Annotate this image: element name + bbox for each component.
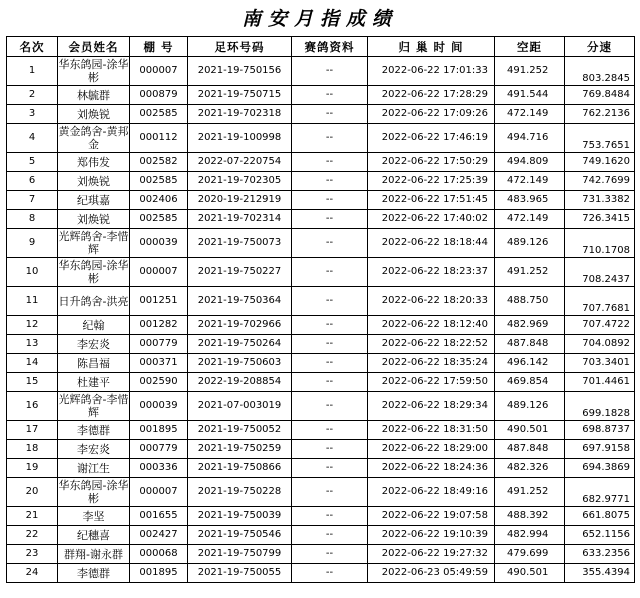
ring-cell: 2022-19-208854	[188, 373, 292, 392]
header-distance: 空距	[495, 37, 565, 57]
member-cell: 刘焕锐	[58, 172, 130, 191]
member-cell: 华东鸽园-涂华彬	[58, 259, 129, 285]
header-speed: 分速	[565, 37, 635, 57]
member-cell: 光辉鸽舍-李惜辉	[58, 230, 129, 256]
member-cell: 李宏炎	[58, 440, 130, 459]
distance-cell: 482.969	[495, 316, 565, 335]
table-row	[7, 354, 635, 373]
ring-cell: 2021-19-750866	[188, 459, 292, 478]
rank-cell: 18	[7, 440, 58, 459]
shed-cell: 000112	[130, 124, 188, 153]
shed-cell: 002582	[130, 153, 188, 172]
distance-cell: 488.392	[495, 507, 565, 526]
distance-cell: 491.252	[495, 57, 565, 86]
info-cell: --	[292, 153, 368, 172]
info-cell: --	[292, 421, 368, 440]
header-time: 归 巢 时 间	[368, 37, 495, 57]
shed-cell: 002585	[130, 105, 188, 124]
rank-cell: 10	[7, 258, 58, 287]
shed-cell: 000879	[130, 86, 188, 105]
shed-cell: 000007	[130, 57, 188, 86]
rank-cell: 1	[7, 57, 58, 86]
rank-cell: 6	[7, 172, 58, 191]
speed-cell: 742.7699	[565, 172, 635, 191]
speed-cell: 699.1828	[565, 392, 635, 421]
table-row	[7, 507, 635, 526]
info-cell: --	[292, 287, 368, 316]
info-cell: --	[292, 354, 368, 373]
shed-cell: 002585	[130, 210, 188, 229]
ring-cell: 2021-19-702314	[188, 210, 292, 229]
table-row	[7, 191, 635, 210]
speed-cell: 708.2437	[565, 258, 635, 287]
time-cell: 2022-06-22 19:07:58	[368, 507, 495, 526]
speed-cell: 749.1620	[565, 153, 635, 172]
results-table	[6, 36, 635, 583]
ring-cell: 2021-19-750259	[188, 440, 292, 459]
ring-cell: 2021-19-702318	[188, 105, 292, 124]
table-row	[7, 287, 635, 316]
table-row	[7, 545, 635, 564]
rank-cell: 19	[7, 459, 58, 478]
ring-cell: 2021-19-750227	[188, 258, 292, 287]
speed-cell: 661.8075	[565, 507, 635, 526]
ring-cell: 2021-19-750156	[188, 57, 292, 86]
speed-cell: 704.0892	[565, 335, 635, 354]
header-info: 赛鸽资料	[292, 37, 368, 57]
speed-cell: 697.9158	[565, 440, 635, 459]
member-cell: 黄金鸽舍-黄邦金	[58, 125, 129, 151]
distance-cell: 483.965	[495, 191, 565, 210]
rank-cell: 5	[7, 153, 58, 172]
distance-cell: 482.994	[495, 526, 565, 545]
ring-cell: 2021-19-750799	[188, 545, 292, 564]
page-title: 南安月指成绩	[241, 8, 398, 30]
member-cell: 李德群	[58, 564, 130, 583]
speed-cell: 731.3382	[565, 191, 635, 210]
table-row	[7, 478, 635, 507]
rank-cell: 22	[7, 526, 58, 545]
table-row	[7, 526, 635, 545]
distance-cell: 487.848	[495, 440, 565, 459]
shed-cell: 000371	[130, 354, 188, 373]
table-row	[7, 335, 635, 354]
table-row	[7, 124, 635, 153]
time-cell: 2022-06-23 05:49:59	[368, 564, 495, 583]
member-cell: 光辉鸽舍-李惜辉	[58, 393, 129, 419]
time-cell: 2022-06-22 18:22:52	[368, 335, 495, 354]
info-cell: --	[292, 440, 368, 459]
rank-cell: 21	[7, 507, 58, 526]
info-cell: --	[292, 86, 368, 105]
header-ring: 足环号码	[188, 37, 292, 57]
distance-cell: 494.716	[495, 124, 565, 153]
distance-cell: 472.149	[495, 210, 565, 229]
rank-cell: 23	[7, 545, 58, 564]
table-row	[7, 373, 635, 392]
time-cell: 2022-06-22 18:49:16	[368, 478, 495, 507]
info-cell: --	[292, 507, 368, 526]
member-cell: 华东鸽园-涂华彬	[58, 479, 129, 505]
rank-cell: 14	[7, 354, 58, 373]
info-cell: --	[292, 459, 368, 478]
table-row	[7, 153, 635, 172]
info-cell: --	[292, 258, 368, 287]
ring-cell: 2021-19-750052	[188, 421, 292, 440]
info-cell: --	[292, 105, 368, 124]
speed-cell: 701.4461	[565, 373, 635, 392]
ring-cell: 2021-19-750546	[188, 526, 292, 545]
shed-cell: 001895	[130, 421, 188, 440]
table-row	[7, 258, 635, 287]
member-cell: 谢江生	[58, 459, 130, 478]
distance-cell: 487.848	[495, 335, 565, 354]
time-cell: 2022-06-22 17:25:39	[368, 172, 495, 191]
info-cell: --	[292, 478, 368, 507]
header-rank: 名次	[7, 37, 58, 57]
time-cell: 2022-06-22 19:27:32	[368, 545, 495, 564]
member-cell: 李德群	[58, 421, 130, 440]
info-cell: --	[292, 526, 368, 545]
info-cell: --	[292, 172, 368, 191]
time-cell: 2022-06-22 17:28:29	[368, 86, 495, 105]
ring-cell: 2021-19-750364	[188, 287, 292, 316]
table-row	[7, 86, 635, 105]
info-cell: --	[292, 316, 368, 335]
rank-cell: 3	[7, 105, 58, 124]
rank-cell: 20	[7, 478, 58, 507]
speed-cell: 803.2845	[565, 57, 635, 86]
ring-cell: 2021-19-702305	[188, 172, 292, 191]
info-cell: --	[292, 373, 368, 392]
rank-cell: 7	[7, 191, 58, 210]
time-cell: 2022-06-22 18:20:33	[368, 287, 495, 316]
ring-cell: 2021-19-750264	[188, 335, 292, 354]
distance-cell: 482.326	[495, 459, 565, 478]
shed-cell: 002590	[130, 373, 188, 392]
info-cell: --	[292, 545, 368, 564]
header-member: 会员姓名	[58, 37, 130, 57]
speed-cell: 707.4722	[565, 316, 635, 335]
shed-cell: 002406	[130, 191, 188, 210]
speed-cell: 762.2136	[565, 105, 635, 124]
table-row	[7, 564, 635, 583]
time-cell: 2022-06-22 17:09:26	[368, 105, 495, 124]
header-shed: 棚 号	[130, 37, 188, 57]
time-cell: 2022-06-22 17:01:33	[368, 57, 495, 86]
info-cell: --	[292, 392, 368, 421]
speed-cell: 698.8737	[565, 421, 635, 440]
table-row	[7, 440, 635, 459]
table-row	[7, 172, 635, 191]
info-cell: --	[292, 191, 368, 210]
rank-cell: 24	[7, 564, 58, 583]
shed-cell: 000779	[130, 335, 188, 354]
speed-cell: 769.8484	[565, 86, 635, 105]
shed-cell: 001282	[130, 316, 188, 335]
shed-cell: 001895	[130, 564, 188, 583]
time-cell: 2022-06-22 18:18:44	[368, 229, 495, 258]
time-cell: 2022-06-22 17:51:45	[368, 191, 495, 210]
speed-cell: 703.3401	[565, 354, 635, 373]
table-row	[7, 421, 635, 440]
header-row	[7, 37, 635, 57]
member-cell: 刘焕锐	[58, 105, 130, 124]
speed-cell: 707.7681	[565, 287, 635, 316]
table-row	[7, 57, 635, 86]
distance-cell: 491.252	[495, 258, 565, 287]
speed-cell: 355.4394	[565, 564, 635, 583]
shed-cell: 002585	[130, 172, 188, 191]
member-cell: 李宏炎	[58, 335, 130, 354]
speed-cell: 633.2356	[565, 545, 635, 564]
distance-cell: 469.854	[495, 373, 565, 392]
member-cell: 杜建平	[58, 373, 130, 392]
table-row	[7, 229, 635, 258]
shed-cell: 000068	[130, 545, 188, 564]
rank-cell: 15	[7, 373, 58, 392]
member-cell: 刘焕锐	[58, 210, 130, 229]
info-cell: --	[292, 564, 368, 583]
rank-cell: 8	[7, 210, 58, 229]
shed-cell: 001251	[130, 287, 188, 316]
table-row	[7, 316, 635, 335]
ring-cell: 2021-19-750715	[188, 86, 292, 105]
ring-cell: 2021-19-750073	[188, 229, 292, 258]
shed-cell: 000007	[130, 258, 188, 287]
time-cell: 2022-06-22 18:29:34	[368, 392, 495, 421]
distance-cell: 472.149	[495, 105, 565, 124]
ring-cell: 2021-07-003019	[188, 392, 292, 421]
rank-cell: 12	[7, 316, 58, 335]
distance-cell: 489.126	[495, 392, 565, 421]
member-cell: 群翔-谢永群	[58, 545, 130, 564]
table-row	[7, 105, 635, 124]
rank-cell: 17	[7, 421, 58, 440]
time-cell: 2022-06-22 19:10:39	[368, 526, 495, 545]
time-cell: 2022-06-22 17:50:29	[368, 153, 495, 172]
rank-cell: 2	[7, 86, 58, 105]
ring-cell: 2022-07-220754	[188, 153, 292, 172]
info-cell: --	[292, 229, 368, 258]
member-cell: 李坚	[58, 507, 130, 526]
rank-cell: 4	[7, 124, 58, 153]
time-cell: 2022-06-22 18:35:24	[368, 354, 495, 373]
table-row	[7, 210, 635, 229]
ring-cell: 2021-19-100998	[188, 124, 292, 153]
ring-cell: 2021-19-750055	[188, 564, 292, 583]
distance-cell: 494.809	[495, 153, 565, 172]
member-cell: 纪穗喜	[58, 526, 130, 545]
member-cell: 纪琪嘉	[58, 191, 130, 210]
time-cell: 2022-06-22 18:12:40	[368, 316, 495, 335]
info-cell: --	[292, 57, 368, 86]
shed-cell: 000336	[130, 459, 188, 478]
shed-cell: 000779	[130, 440, 188, 459]
info-cell: --	[292, 335, 368, 354]
speed-cell: 682.9771	[565, 478, 635, 507]
distance-cell: 488.750	[495, 287, 565, 316]
rank-cell: 9	[7, 229, 58, 258]
speed-cell: 694.3869	[565, 459, 635, 478]
shed-cell: 002427	[130, 526, 188, 545]
shed-cell: 000039	[130, 392, 188, 421]
member-cell: 林毓群	[58, 86, 130, 105]
speed-cell: 652.1156	[565, 526, 635, 545]
time-cell: 2022-06-22 17:40:02	[368, 210, 495, 229]
info-cell: --	[292, 124, 368, 153]
results-body	[7, 57, 635, 583]
distance-cell: 496.142	[495, 354, 565, 373]
speed-cell: 726.3415	[565, 210, 635, 229]
shed-cell: 001655	[130, 507, 188, 526]
distance-cell: 490.501	[495, 564, 565, 583]
info-cell: --	[292, 210, 368, 229]
table-row	[7, 392, 635, 421]
member-cell: 日升鸽舍-洪亮	[58, 287, 130, 316]
rank-cell: 16	[7, 392, 58, 421]
shed-cell: 000039	[130, 229, 188, 258]
table-row	[7, 459, 635, 478]
time-cell: 2022-06-22 18:29:00	[368, 440, 495, 459]
distance-cell: 479.699	[495, 545, 565, 564]
ring-cell: 2021-19-702966	[188, 316, 292, 335]
time-cell: 2022-06-22 17:46:19	[368, 124, 495, 153]
distance-cell: 489.126	[495, 229, 565, 258]
speed-cell: 753.7651	[565, 124, 635, 153]
ring-cell: 2020-19-212919	[188, 191, 292, 210]
rank-cell: 11	[7, 287, 58, 316]
member-cell: 郑伟发	[58, 153, 130, 172]
member-cell: 纪翰	[58, 316, 130, 335]
speed-cell: 710.1708	[565, 229, 635, 258]
distance-cell: 472.149	[495, 172, 565, 191]
time-cell: 2022-06-22 18:23:37	[368, 258, 495, 287]
shed-cell: 000007	[130, 478, 188, 507]
time-cell: 2022-06-22 18:24:36	[368, 459, 495, 478]
rank-cell: 13	[7, 335, 58, 354]
member-cell: 陈昌福	[58, 354, 130, 373]
distance-cell: 490.501	[495, 421, 565, 440]
ring-cell: 2021-19-750603	[188, 354, 292, 373]
ring-cell: 2021-19-750228	[188, 478, 292, 507]
ring-cell: 2021-19-750039	[188, 507, 292, 526]
distance-cell: 491.544	[495, 86, 565, 105]
distance-cell: 491.252	[495, 478, 565, 507]
time-cell: 2022-06-22 17:59:50	[368, 373, 495, 392]
time-cell: 2022-06-22 18:31:50	[368, 421, 495, 440]
member-cell: 华东鸽园-涂华彬	[58, 58, 129, 84]
